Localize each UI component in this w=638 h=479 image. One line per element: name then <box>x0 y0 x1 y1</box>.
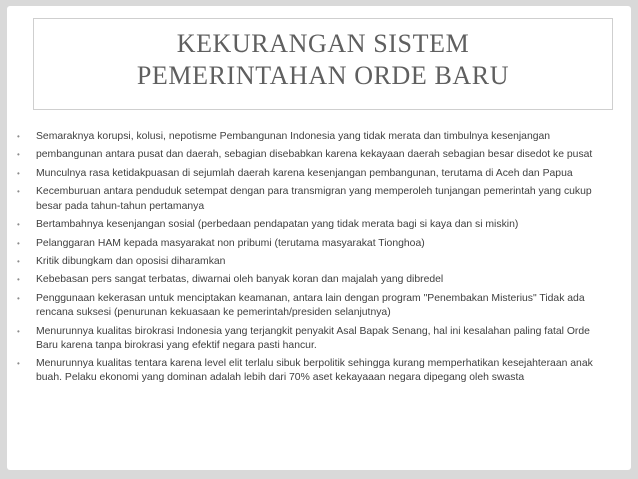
bullet-dot: • <box>17 168 20 178</box>
bullet-dot: • <box>17 293 20 303</box>
bullet-item <box>17 218 607 232</box>
bullet-item <box>17 167 607 181</box>
slide <box>7 6 631 470</box>
bullet-dot: • <box>17 150 20 160</box>
bullet-text: Semaraknya korupsi, kolusi, nepotisme Pembangunan Indonesia yang tidak merata dan timbulnya kesenjangan <box>36 131 551 142</box>
bullet-text: Kecemburuan antara penduduk setempat dengan para transmigran yang memperoleh tunjangan pemerintah yang cukup besar pada tahun-tahun pertamanya <box>36 186 592 212</box>
bullet-list <box>17 130 607 390</box>
bullet-item <box>17 357 607 385</box>
bullet-item <box>17 292 607 320</box>
bullet-text: Menurunnya kualitas birokrasi Indonesia yang terjangkit penyakit Asal Bapak Senang, hal ini kesalahan paling fatal Orde Baru karena tanpa birokrasi yang efektif negara pasti hancur. <box>36 325 590 351</box>
bullet-text: Kebebasan pers sangat terbatas, diwarnai oleh banyak koran dan majalah yang dibredel <box>36 274 444 286</box>
bullet-dot: • <box>17 275 20 285</box>
bullet-item <box>17 130 607 144</box>
bullet-text: Pelanggaran HAM kepada masyarakat non pribumi (terutama masyarakat Tionghoa) <box>36 237 425 249</box>
slide-title-line-1: KEKURANGAN SISTEM <box>176 29 470 58</box>
bullet-text: Munculnya rasa ketidakpuasan di sejumlah daerah karena kesenjangan pembangunan, terutama di Aceh dan Papua <box>36 167 573 179</box>
bullet-text: Kritik dibungkam dan oposisi diharamkan <box>36 256 226 267</box>
slide-title <box>33 28 613 92</box>
bullet-item <box>17 237 607 251</box>
bullet-dot: • <box>17 359 20 369</box>
bullet-dot: • <box>17 326 20 336</box>
bullet-text: Bertambahnya kesenjangan sosial (perbedaan pendapatan yang tidak merata bagi si kaya dan si miskin) <box>36 219 519 231</box>
bullet-item <box>17 185 607 213</box>
bullet-dot: • <box>17 187 20 197</box>
bullet-dot: • <box>17 238 20 248</box>
slide-title-line-2: PEMERINTAHAN ORDE BARU <box>136 61 510 90</box>
bullet-item <box>17 148 607 162</box>
bullet-dot: • <box>17 220 20 230</box>
bullet-item <box>17 273 607 287</box>
bullet-dot: • <box>17 132 20 141</box>
bullet-item <box>17 255 607 269</box>
bullet-item <box>17 325 607 353</box>
bullet-text: Penggunaan kekerasan untuk menciptakan keamanan, antara lain dengan program "Penembakan Misterius" Tidak ada rencana suksesi (penurunan kekuasaan ke pemerintah/presiden selanjutnya) <box>36 292 585 319</box>
bullet-text: pembangunan antara pusat dan daerah, sebagian disebabkan karena kekayaan daerah sebagian besar disedot ke pusat <box>36 149 593 161</box>
bullet-dot: • <box>17 257 20 266</box>
bullet-text: Menurunnya kualitas tentara karena level elit terlalu sibuk berpolitik sehingga kurang memperhatikan kesejahteraan anak buah. Pelaku ekonomi yang dominan adalah lebih dari 70% aset kekayaaan negara dipegang oleh swasta <box>36 358 593 384</box>
